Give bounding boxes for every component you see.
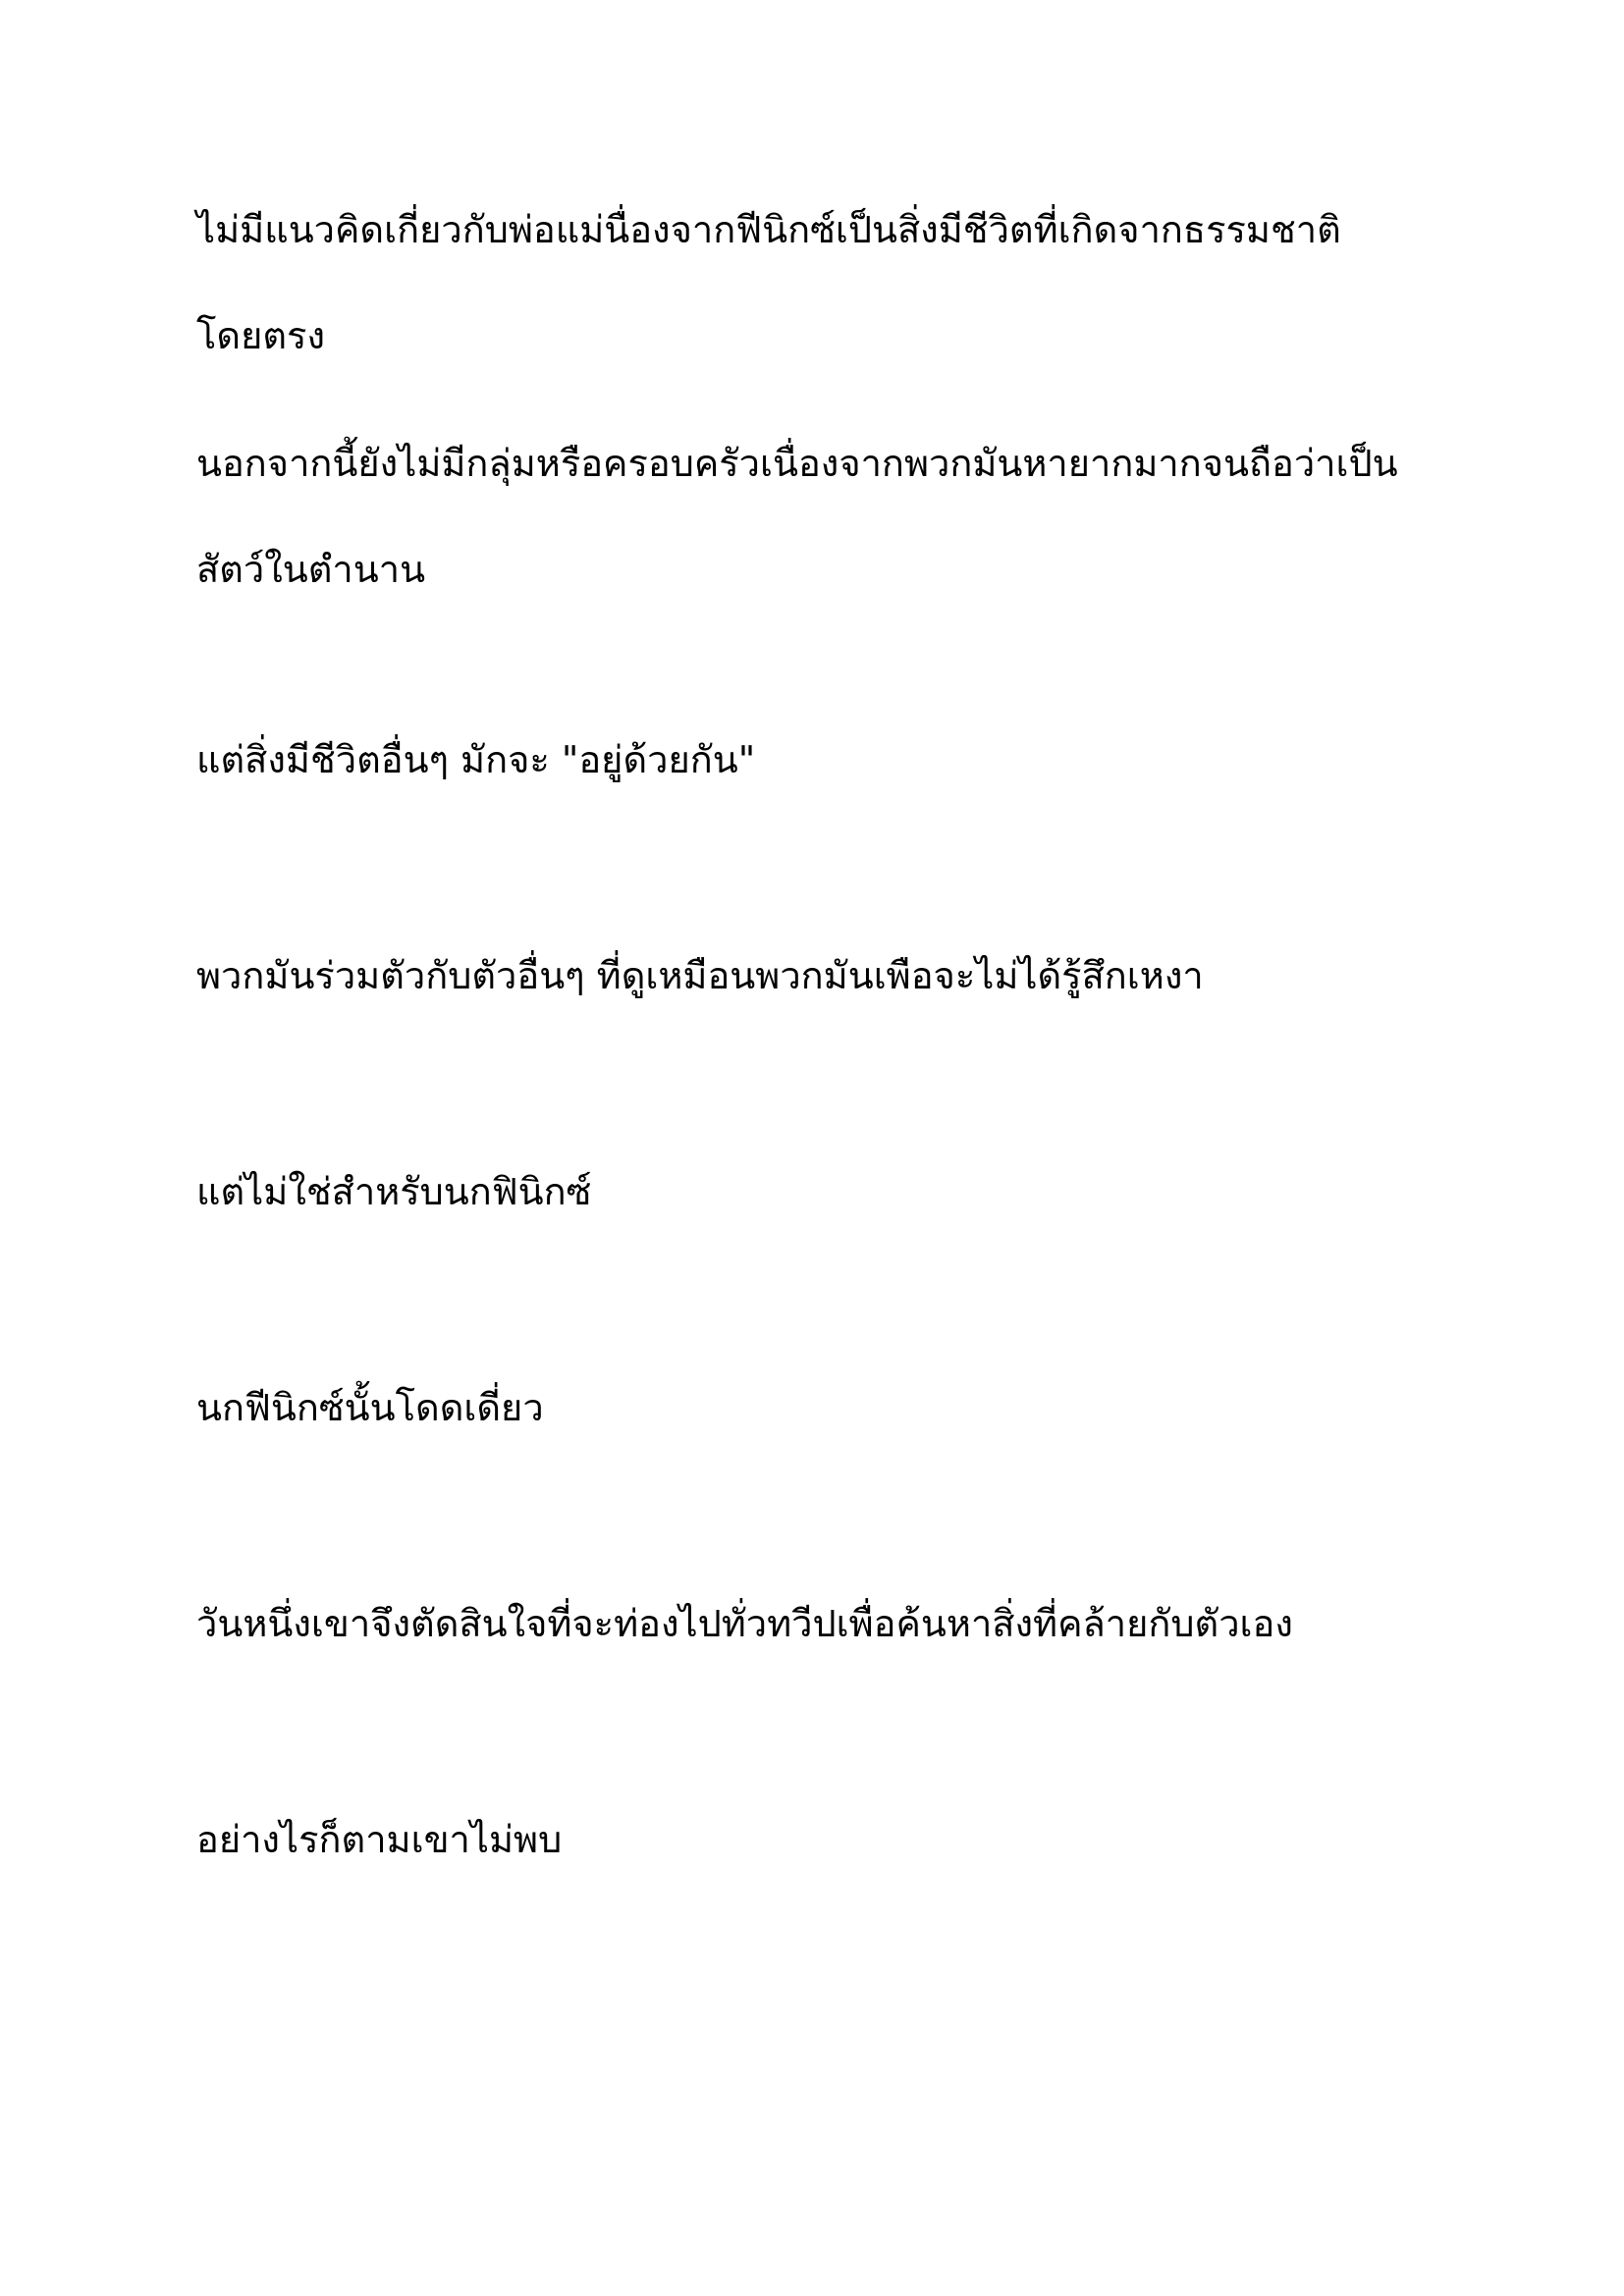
paragraph-8: อย่างไรก็ตามเขาไม่พบ bbox=[196, 1818, 563, 1861]
paragraph-7: วันหนึ่งเขาจึงตัดสินใจที่จะท่องไปทั่วทวีปเพื่อค้นหาสิ่งที่คล้ายกับตัวเอง bbox=[196, 1602, 1293, 1645]
paragraph-4: พวกมันร่วมตัวกับตัวอื่นๆ ที่ดูเหมือนพวกมันเพือจะไม่ได้รู้สึกเหงา bbox=[196, 954, 1204, 997]
paragraph-5: แต่ไม่ใช่สำหรับนกฟินิกซ์ bbox=[196, 1170, 592, 1213]
paragraph-6: นกฟีนิกซ์นั้นโดดเดี่ยว bbox=[196, 1386, 544, 1429]
paragraph-3: แต่สิ่งมีชีวิตอื่นๆ มักจะ "อยู่ด้วยกัน" bbox=[196, 738, 756, 781]
paragraph-2: นอกจากนี้ยังไม่มีกลุ่มหรือครอบครัวเนื่องจากพวกมันหายากมากจนถือว่าเป็นสัตว์ในตำนาน bbox=[196, 442, 1398, 591]
paragraph-1: ไม่มีแนวคิดเกี่ยวกับพ่อแม่นื่องจากฟีนิกซ์เป็นสิ่งมีชีวิตที่เกิดจากธรรมชาติโดยตรง bbox=[196, 208, 1341, 357]
